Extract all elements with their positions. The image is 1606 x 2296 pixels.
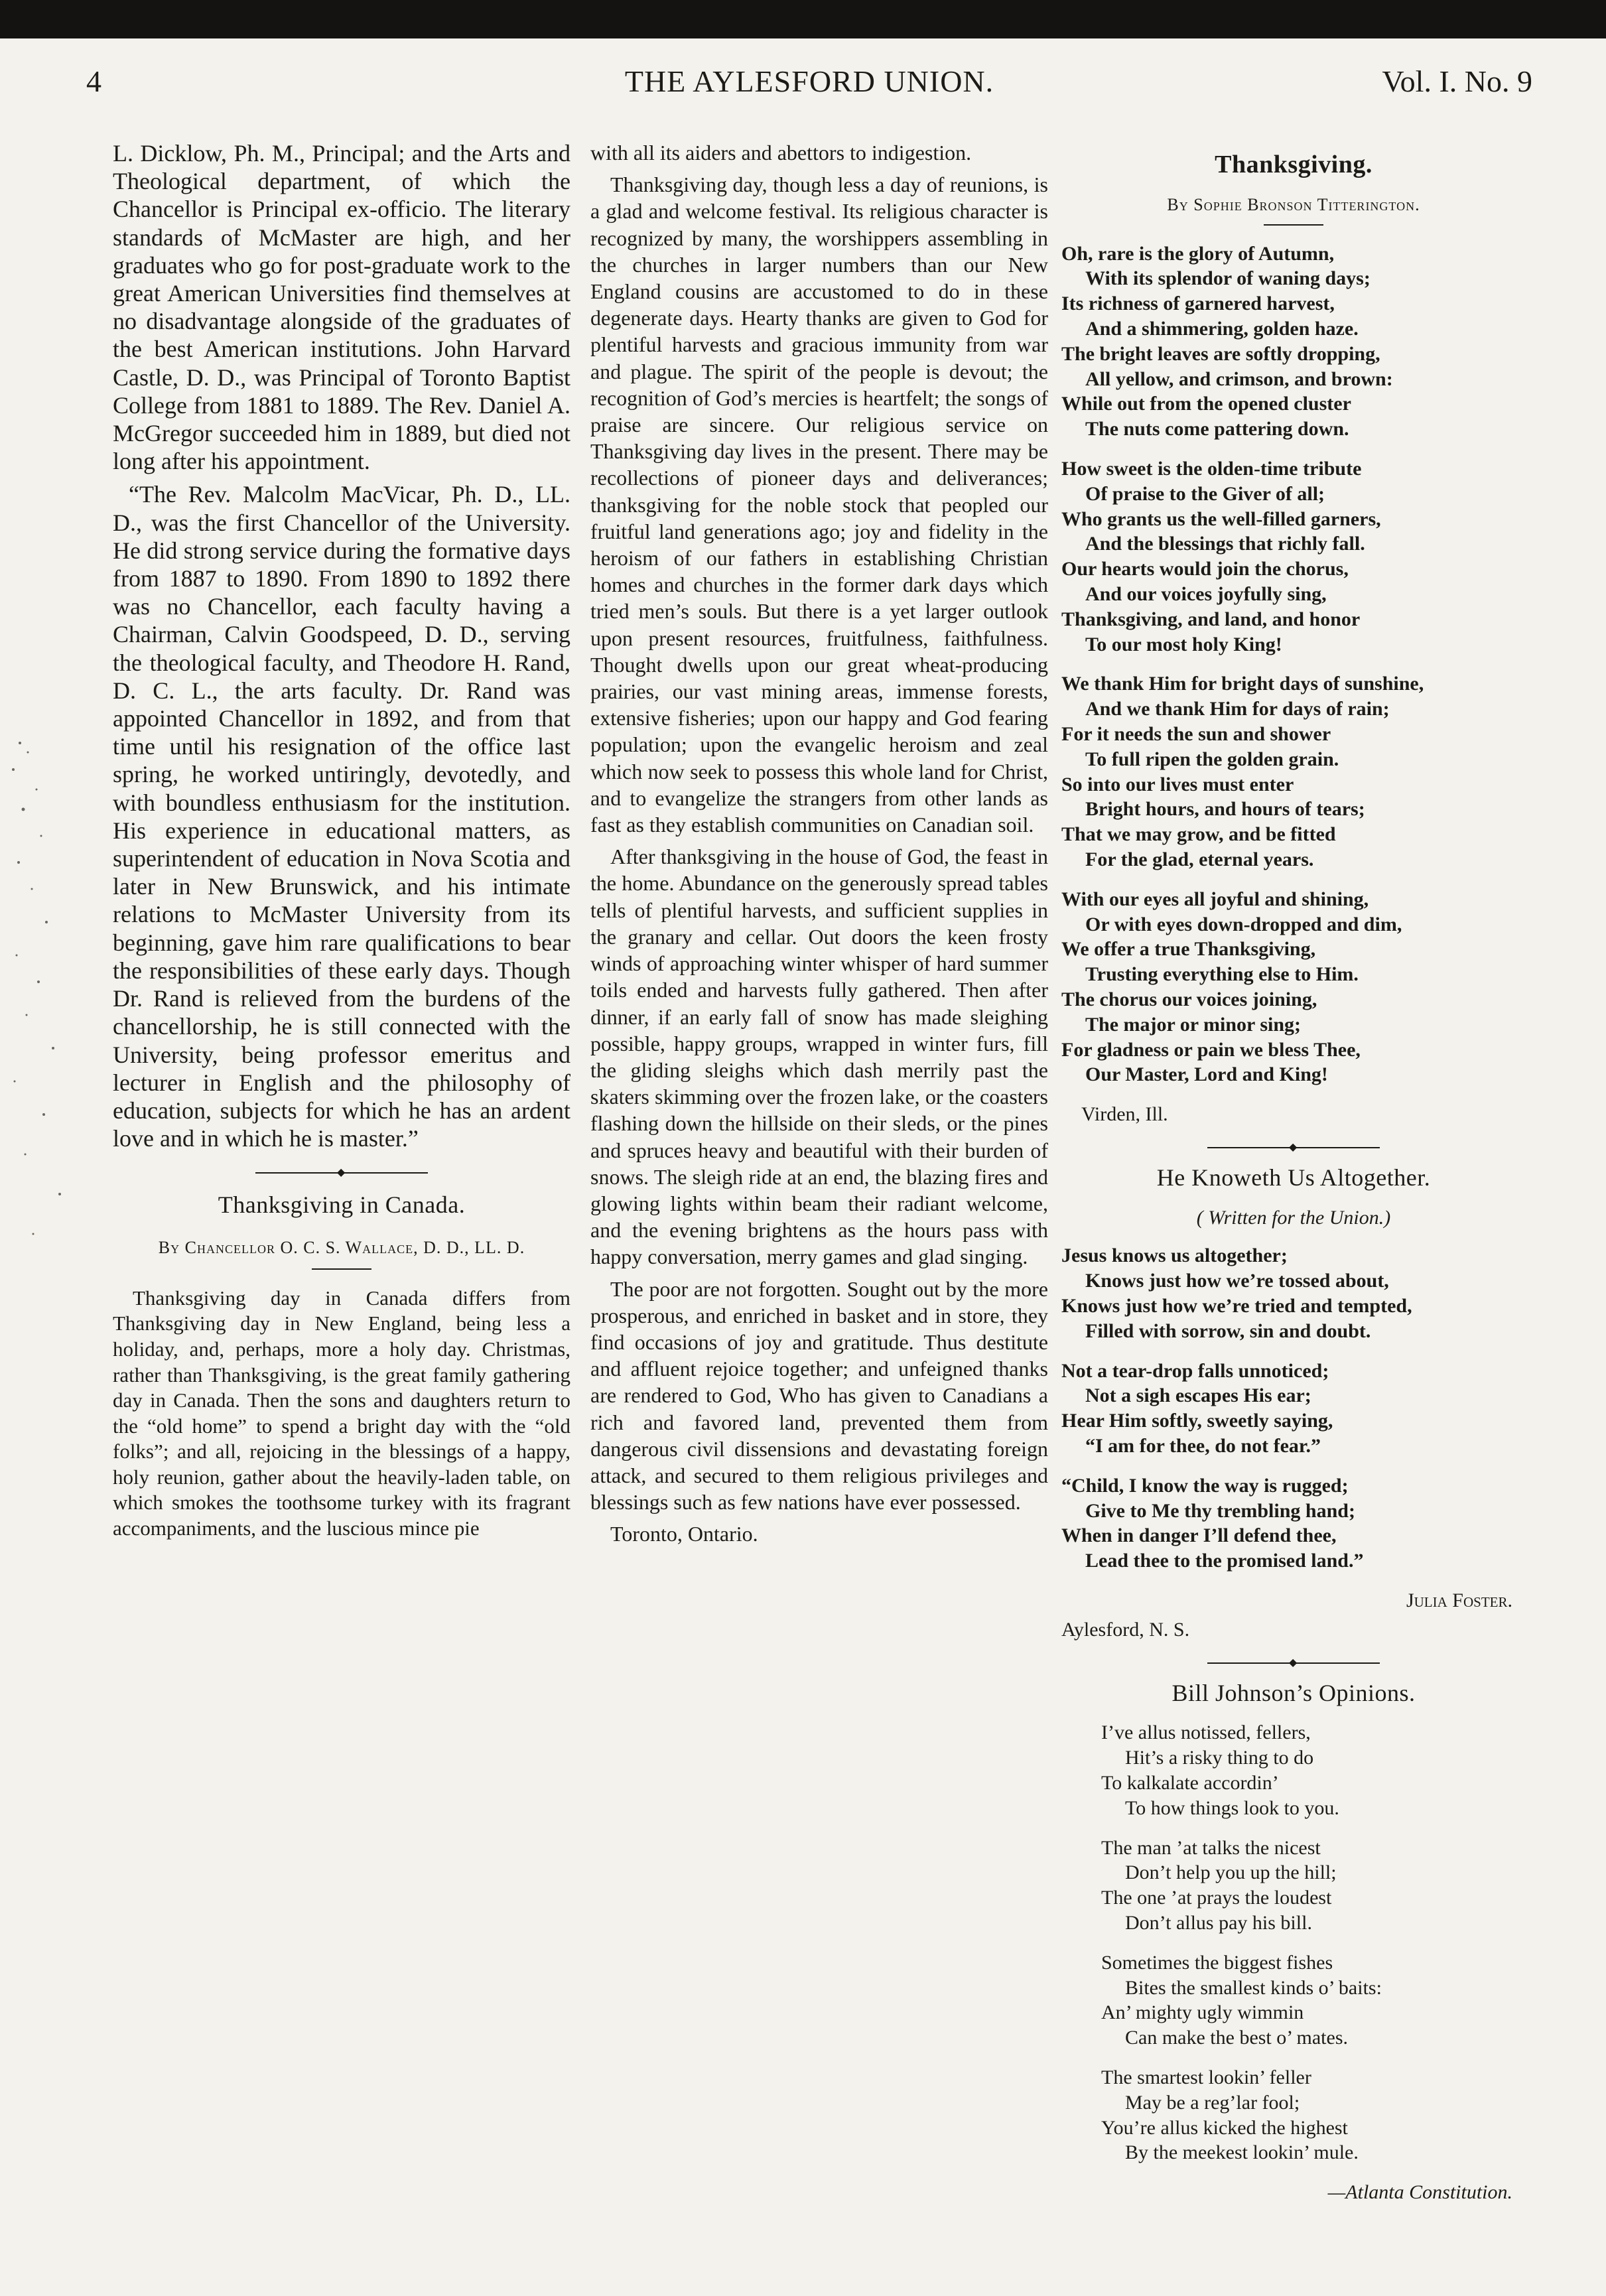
poem-line: To how things look to you. <box>1125 1796 1339 1819</box>
poem-line: To full ripen the golden grain. <box>1085 748 1339 770</box>
stanza <box>1061 887 1526 1087</box>
poem-bill-johnson-title: Bill Johnson’s Opinions. <box>1171 1679 1416 1706</box>
poem-line: May be a reg’lar fool; <box>1125 2091 1300 2114</box>
poem-line: While out from the opened cluster <box>1061 393 1351 415</box>
mcmaster-paragraph-1: L. Dicklow, Ph. M., Principal; and the Arts and Theological department, of which the Chancellor is Principal ex-officio. The literary standards of McMaster are high, and her graduates who go for post-graduate work to the great American Universities find themselves at no disadvantage alongside of the graduates of the best American institutions. John Harvard Castle, D. D., was Principal of Toronto Baptist College from 1881 to 1889. The Rev. Daniel A. McGregor succeeded him in 1889, but died not long after his appointment. <box>113 140 570 475</box>
essay-paragraph-1: Thanksgiving day in Canada differs from Thanksgiving day in New England, being less a holiday, and, perhaps, more a holy day. Christmas, rather than Thanksgiving, is the great family gathering day in Canada. Then the sons and daughters return to the “old home” to spend a bright day with the “old folks”; and all, rejoicing in the blessings of a happy, holy reunion, gather about the heavily-laden table, on which smokes the toothsome turkey with its fragrant accompaniments, and the luscious mince pie <box>113 1286 570 1540</box>
poem-line: When in danger I’ll defend thee, <box>1061 1524 1337 1547</box>
poem-line: Hit’s a risky thing to do <box>1125 1747 1314 1769</box>
poem-line: With our eyes all joyful and shining, <box>1061 888 1369 910</box>
poem-line: We offer a true Thanksgiving, <box>1061 938 1316 961</box>
poem-line: And a shimmering, golden haze. <box>1085 317 1359 340</box>
poem-line: That we may grow, and be fitted <box>1061 823 1336 846</box>
stanza <box>1061 1473 1526 1574</box>
poem-line: So into our lives must enter <box>1061 773 1294 795</box>
essay-title: Thanksgiving in Canada. <box>218 1191 466 1219</box>
poem-line: “I am for thee, do not fear.” <box>1085 1435 1321 1457</box>
poem-line: Can make the best o’ mates. <box>1125 2027 1349 2049</box>
poem-line: An’ mighty ugly wimmin <box>1101 2001 1304 2024</box>
byline-rule <box>1264 224 1323 226</box>
poem-line: Don’t allus pay his bill. <box>1125 1912 1312 1934</box>
poem-line: Hear Him softly, sweetly saying, <box>1061 1410 1333 1432</box>
poem-line: I’ve allus notissed, fellers, <box>1101 1722 1311 1744</box>
poem-line: Bright hours, and hours of tears; <box>1085 798 1365 821</box>
poem-line: All yellow, and crimson, and brown: <box>1085 368 1393 390</box>
poem-knoweth-note: ( Written for the Union.) <box>1196 1206 1391 1229</box>
poem-line: Its richness of garnered harvest, <box>1061 293 1335 315</box>
stanza <box>1061 1359 1526 1459</box>
stanza <box>1061 456 1526 657</box>
poem-line: Not a sigh escapes His ear; <box>1085 1384 1311 1407</box>
poem-line: How sweet is the olden-time tribute <box>1061 457 1362 480</box>
poem-knoweth <box>1061 1243 1526 1574</box>
essay-place: Toronto, Ontario. <box>610 1522 758 1546</box>
poem-thanksgiving-place: Virden, Ill. <box>1081 1103 1168 1126</box>
poem-line: Our Master, Lord and King! <box>1085 1063 1328 1086</box>
poem-line: You’re allus kicked the highest <box>1101 2116 1348 2139</box>
mcmaster-paragraph-2: “The Rev. Malcolm MacVicar, Ph. D., LL. D., was the first Chancellor of the University. He did strong service during the formative days from 1887 to 1890. From 1890 to 1892 there was no Chancellor, each faculty having a Chairman, Calvin Goodspeed, D. D., serving the theological faculty, and Theodore H. Rand, D. C. L., the arts faculty. Dr. Rand was appointed Chancellor in 1892, and from that time until his resignation of the office last spring, he worked untiringly, devotedly, and with boundless enthusiasm for the institution. His experience in educational matters, as superintendent of education in Nova Scotia and later in New Brunswick, and his intimate relations to McMaster University from its beginning, gave him rare qualifications to bear the responsibilities of these early days. Though Dr. Rand is relieved from the burdens of the chancellorship, he is still connected with the University, being professor emeritus and lecturer in English and the philosophy of education, subjects for which he has an ardent love and in which he is master.” <box>113 481 570 1152</box>
margin-ink-specks <box>0 730 100 1327</box>
column-left <box>113 139 570 1547</box>
newspaper-title: THE AYLESFORD UNION. <box>624 64 994 98</box>
poem-thanksgiving-title: Thanksgiving. <box>1215 151 1372 178</box>
poem-knoweth-title: He Knoweth Us Altogether. <box>1156 1164 1431 1191</box>
volume-issue: Vol. I. No. 9 <box>1382 64 1532 98</box>
column-middle <box>590 139 1048 1553</box>
poem-line: The man ’at talks the nicest <box>1101 1836 1321 1859</box>
poem-bill-johnson <box>1061 1720 1526 2165</box>
section-divider: ◆ <box>1207 1147 1380 1148</box>
essay-paragraph-3: After thanksgiving in the house of God, the feast in the home. Abundance on the generously spread tables tells of plentiful harvests, and sufficient supplies in the granary and cellar. Out doors the keen frosty winds of approaching winter whisper of hard summer toils ended and harvests fully gathered. Then after dinner, if an early fall of snow has made sleighing possible, happy groups, wrapped in winter furs, fill the gliding sleighs which dash merrily past the skaters skimming over the frozen lake, or the coasters flashing down the hillside on their sleds, or the pines and spruces heavy and beautiful with their burden of snows. The sleigh ride at an end, the blazing fires and glowing lights within beam their radiant welcome, and the evening brightens as the hours pass with happy conversation, merry games and glad singing. <box>590 844 1048 1269</box>
poem-line: By the meekest lookin’ mule. <box>1125 2141 1359 2164</box>
poem-line: Bites the smallest kinds o’ baits: <box>1125 1976 1382 1999</box>
poem-thanksgiving <box>1061 241 1526 1088</box>
poem-line: Who grants us the well-filled garners, <box>1061 507 1381 530</box>
top-border-bar <box>0 0 1606 38</box>
column-right <box>1061 139 1526 2205</box>
poem-line: Don’t help you up the hill; <box>1125 1861 1337 1884</box>
stanza <box>1061 671 1526 872</box>
poem-line: “Child, I know the way is rugged; <box>1061 1474 1349 1497</box>
poem-line: Filled with sorrow, sin and doubt. <box>1085 1319 1371 1342</box>
section-divider: ◆ <box>1207 1662 1380 1664</box>
stanza <box>1061 241 1526 442</box>
poem-line: Not a tear-drop falls unnoticed; <box>1061 1359 1329 1382</box>
poem-line: Our hearts would join the chorus, <box>1061 558 1349 580</box>
stanza <box>1101 2065 1526 2165</box>
poem-thanksgiving-byline: By Sophie Bronson Titterington. <box>1167 194 1420 214</box>
essay-byline: By Chancellor O. C. S. Wallace, D. D., LL. D. <box>158 1237 525 1257</box>
poem-line: Jesus knows us altogether; <box>1061 1245 1288 1267</box>
stanza <box>1101 1950 1526 2051</box>
poem-line: Sometimes the biggest fishes <box>1101 1951 1333 1974</box>
poem-line: Of praise to the Giver of all; <box>1085 482 1325 505</box>
essay-paragraph-4: The poor are not forgotten. Sought out by the more prosperous, and enriched in basket and in store, they find occasions of joy and gratitude. Thus destitute and affluent rejoice together; and unfeigned thanks are rendered to God, Who has given to Canadians a rich and favored land, prevented them from dangerous civil dissensions and devastating foreign attack, and secured to them religious privileges and blessings such as few nations have ever possessed. <box>590 1276 1048 1515</box>
poem-line: Give to Me thy trembling hand; <box>1085 1499 1355 1522</box>
essay-continued-paragraph: with all its aiders and abettors to indigestion. <box>590 141 972 165</box>
poem-line: We thank Him for bright days of sunshine, <box>1061 673 1424 695</box>
section-divider: ◆ <box>255 1172 428 1174</box>
poem-line: Trusting everything else to Him. <box>1085 963 1359 986</box>
stanza <box>1101 1720 1526 1820</box>
poem-line: To kalkalate accordin’ <box>1101 1772 1279 1794</box>
poem-line: The major or minor sing; <box>1085 1013 1302 1036</box>
stanza <box>1101 1836 1526 1936</box>
poem-line: Knows just how we’re tried and tempted, <box>1061 1295 1412 1317</box>
page-header <box>80 60 1539 113</box>
poem-line: The nuts come pattering down. <box>1085 418 1349 440</box>
poem-line: And we thank Him for days of rain; <box>1085 698 1390 720</box>
poem-line: The chorus our voices joining, <box>1061 988 1317 1010</box>
poem-line: Oh, rare is the glory of Autumn, <box>1061 242 1335 265</box>
poem-bill-johnson-credit: —Atlanta Constitution. <box>1327 2181 1512 2204</box>
poem-line: The one ’at prays the loudest <box>1101 1887 1332 1909</box>
poem-line: Or with eyes down-dropped and dim, <box>1085 913 1402 935</box>
poem-line: And the blessings that richly fall. <box>1085 533 1365 555</box>
poem-line: And our voices joyfully sing, <box>1085 582 1327 605</box>
essay-paragraph-2: Thanksgiving day, though less a day of reunions, is a glad and welcome festival. Its religious character is recognized by many, the worshippers assembling in the churches in larger numbers than our New England cousins are accustomed to do in these degenerate days. Hearty thanks are given to God for plentiful harvests and gracious immunity from war and plague. The spirit of the people is devout; the recognition of God’s mercies is heartfelt; the songs of praise are sincere. Our religious service on Thanksgiving day lives in the present. There may be recollections of pioneer days and deliverances; thanksgiving for the noble stock that peopled our fruitful land generations ago; joy and fidelity in the heroism of our fathers in establishing Christian homes and churches in the former dark days which tried men’s souls. But there is a yet larger outlook upon present resources, fruitfulness, faithfulness. Thought dwells upon our great wheat-producing prairies, our vast mining areas, immense forests, extensive fisheries; upon our happy and God fearing population; upon the evangelic heroism and zeal which now seek to possess this whole land for Christ, and to evangelize the strangers from other lands as fast as they establish communities on Canadian soil. <box>590 172 1048 837</box>
stanza <box>1061 1243 1526 1343</box>
poem-line: With its splendor of waning days; <box>1085 267 1371 290</box>
byline-rule <box>312 1268 371 1270</box>
poem-knoweth-author: Julia Foster. <box>1406 1589 1512 1612</box>
poem-line: To our most holy King! <box>1085 633 1282 655</box>
poem-line: Knows just how we’re tossed about, <box>1085 1270 1389 1292</box>
poem-line: For it needs the sun and shower <box>1061 722 1331 745</box>
poem-knoweth-place: Aylesford, N. S. <box>1061 1618 1190 1641</box>
poem-line: The smartest lookin’ feller <box>1101 2066 1311 2088</box>
page-number: 4 <box>86 64 101 98</box>
poem-line: The bright leaves are softly dropping, <box>1061 342 1380 365</box>
poem-line: For the glad, eternal years. <box>1085 848 1314 870</box>
essay-thanksgiving-in-canada <box>113 1191 570 1541</box>
poem-line: Lead thee to the promised land.” <box>1085 1550 1364 1572</box>
poem-line: For gladness or pain we bless Thee, <box>1061 1038 1361 1061</box>
poem-line: Thanksgiving, and land, and honor <box>1061 608 1361 630</box>
